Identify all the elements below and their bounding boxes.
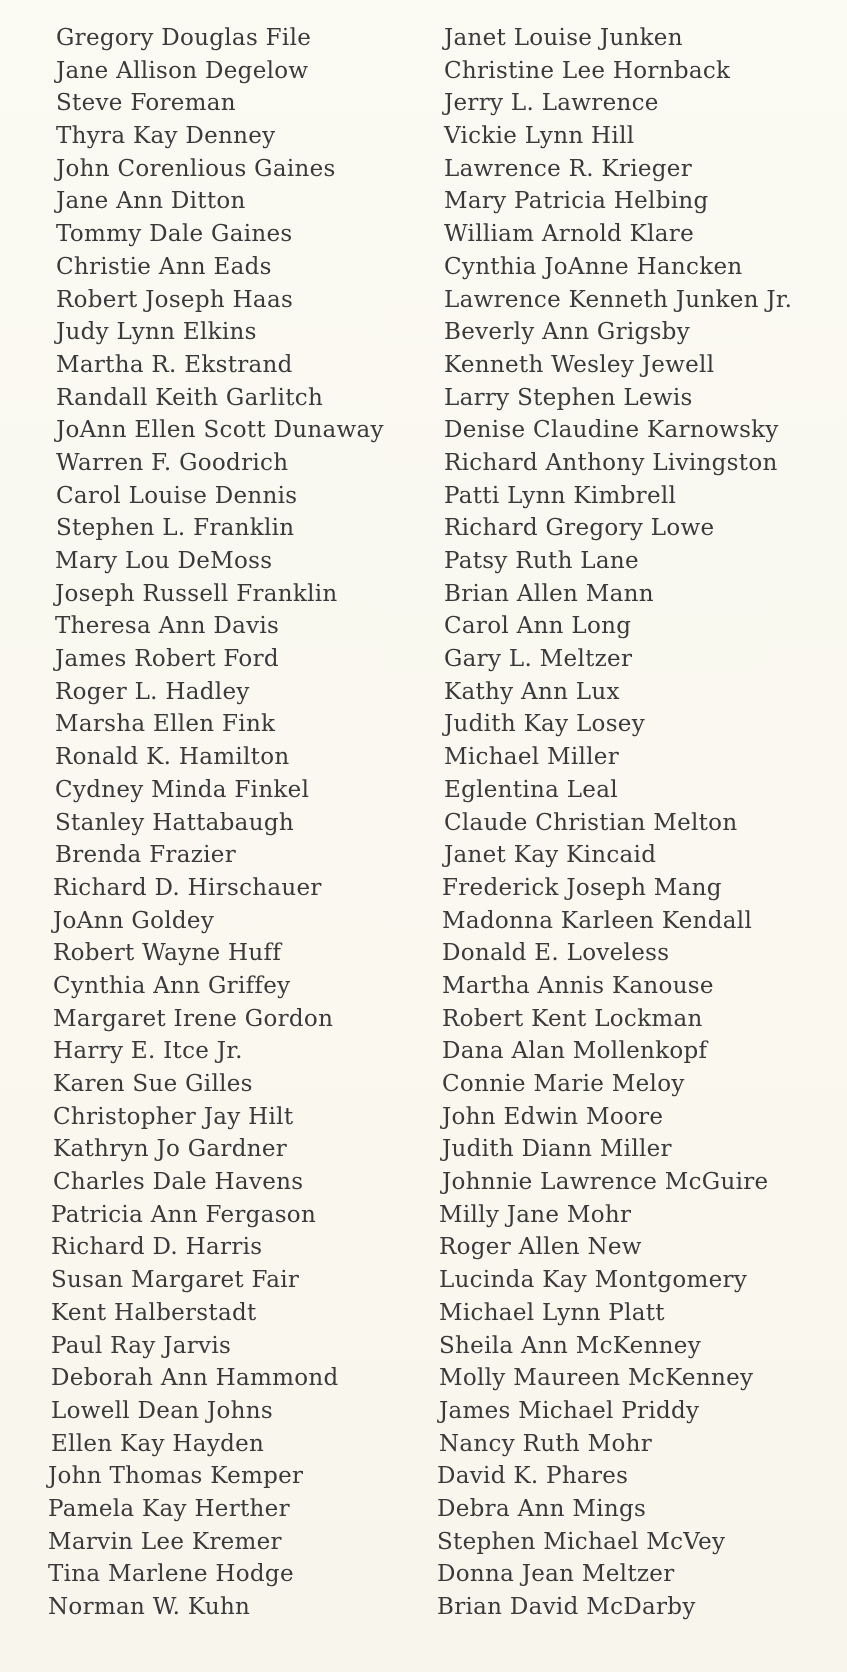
- name-entry: Steve Foreman: [56, 90, 236, 117]
- name-entry: Martha R. Ekstrand: [56, 351, 293, 378]
- names-column-right: [437, 22, 844, 1624]
- name-entry: Judith Kay Losey: [444, 711, 646, 738]
- name-entry: Christopher Jay Hilt: [53, 1103, 294, 1130]
- name-entry: Denise Claudine Karnowsky: [444, 417, 779, 444]
- name-entry: Richard D. Hirschauer: [53, 874, 322, 901]
- name-entry: Robert Kent Lockman: [442, 1005, 703, 1032]
- name-entry: Deborah Ann Hammond: [51, 1365, 339, 1392]
- name-entry: Nancy Ruth Mohr: [439, 1430, 653, 1457]
- name-entry: Richard Anthony Livingston: [444, 449, 778, 476]
- name-entry: John Thomas Kemper: [48, 1463, 304, 1490]
- name-entry: Marvin Lee Kremer: [48, 1528, 282, 1555]
- name-entry: Thyra Kay Denney: [56, 123, 276, 150]
- name-entry: Richard D. Harris: [51, 1234, 263, 1261]
- name-entry: Michael Lynn Platt: [439, 1299, 665, 1326]
- name-entry: Martha Annis Kanouse: [442, 972, 714, 999]
- name-entry: Ellen Kay Hayden: [51, 1430, 265, 1457]
- name-entry: Carol Ann Long: [444, 613, 632, 640]
- name-entry: Norman W. Kuhn: [48, 1594, 251, 1620]
- name-entry: Roger L. Hadley: [55, 678, 250, 705]
- name-entry: JoAnn Goldey: [53, 907, 215, 934]
- name-entry: Jane Allison Degelow: [56, 57, 309, 84]
- name-entry: Jane Ann Ditton: [56, 188, 246, 215]
- name-entry: Patti Lynn Kimbrell: [444, 482, 677, 509]
- name-entry: Margaret Irene Gordon: [53, 1005, 334, 1032]
- name-entry: Frederick Joseph Mang: [442, 874, 722, 901]
- name-entry: Judith Diann Miller: [442, 1136, 672, 1163]
- name-entry: Richard Gregory Lowe: [444, 515, 715, 542]
- name-entry: John Edwin Moore: [442, 1103, 664, 1130]
- name-entry: James Robert Ford: [55, 646, 279, 673]
- name-entry: Cynthia JoAnne Hancken: [444, 253, 743, 280]
- name-entry: Stephen Michael McVey: [437, 1528, 726, 1555]
- name-entry: Brenda Frazier: [55, 842, 237, 869]
- name-entry: Tommy Dale Gaines: [56, 221, 293, 248]
- name-entry: Joseph Russell Franklin: [55, 580, 338, 607]
- name-entry: Brian David McDarby: [437, 1594, 696, 1620]
- name-entry: Kent Halberstadt: [51, 1299, 257, 1326]
- name-entry: Susan Margaret Fair: [51, 1267, 300, 1294]
- name-entry: Michael Miller: [444, 744, 620, 771]
- name-entry: Warren F. Goodrich: [56, 449, 289, 476]
- name-entry: Janet Kay Kincaid: [444, 842, 657, 869]
- name-entry: Cynthia Ann Griffey: [53, 972, 291, 999]
- name-entry: Sheila Ann McKenney: [439, 1332, 702, 1359]
- name-entry: Lowell Dean Johns: [51, 1397, 273, 1424]
- name-entry: John Corenlious Gaines: [56, 155, 336, 182]
- name-entry: Donna Jean Meltzer: [437, 1561, 675, 1588]
- name-entry: Brian Allen Mann: [444, 580, 654, 607]
- name-entry: Kathryn Jo Gardner: [53, 1136, 288, 1163]
- name-entry: Lawrence R. Krieger: [444, 155, 693, 182]
- name-entry: Robert Wayne Huff: [53, 940, 282, 967]
- name-entry: Harry E. Itce Jr.: [53, 1038, 243, 1065]
- name-entry: Connie Marie Meloy: [442, 1071, 685, 1097]
- name-entry: Dana Alan Mollenkopf: [442, 1038, 708, 1065]
- name-entry: Jerry L. Lawrence: [444, 90, 659, 117]
- name-entry: Christie Ann Eads: [56, 253, 272, 280]
- names-column-left: [48, 22, 416, 1624]
- name-entry: Judy Lynn Elkins: [56, 319, 257, 346]
- name-entry: Debra Ann Mings: [437, 1495, 647, 1522]
- name-entry: William Arnold Klare: [444, 221, 695, 248]
- name-entry: Karen Sue Gilles: [53, 1071, 253, 1097]
- name-entry: Janet Louise Junken: [444, 25, 683, 51]
- name-entry: James Michael Priddy: [439, 1397, 700, 1424]
- name-entry: Marsha Ellen Fink: [55, 711, 276, 738]
- name-entry: Patsy Ruth Lane: [444, 548, 639, 574]
- name-entry: Gary L. Meltzer: [444, 646, 633, 673]
- name-entry: Robert Joseph Haas: [56, 286, 294, 313]
- name-entry: Ronald K. Hamilton: [55, 744, 290, 771]
- name-entry: Kenneth Wesley Jewell: [444, 351, 715, 378]
- name-entry: Randall Keith Garlitch: [56, 384, 324, 411]
- name-entry: Larry Stephen Lewis: [444, 384, 693, 411]
- name-entry: Kathy Ann Lux: [444, 678, 620, 705]
- name-entry: Theresa Ann Davis: [55, 613, 280, 640]
- name-entry: Stanley Hattabaugh: [55, 809, 294, 836]
- name-entry: Milly Jane Mohr: [439, 1201, 632, 1228]
- name-entry: Christine Lee Hornback: [444, 57, 731, 84]
- name-entry: Madonna Karleen Kendall: [442, 907, 753, 934]
- name-entry: Cydney Minda Finkel: [55, 776, 310, 803]
- name-entry: Roger Allen New: [439, 1234, 642, 1261]
- name-entry: Charles Dale Havens: [53, 1169, 304, 1196]
- name-entry: Stephen L. Franklin: [56, 515, 295, 542]
- name-entry: Lucinda Kay Montgomery: [439, 1267, 748, 1294]
- name-entry: Gregory Douglas File: [56, 25, 312, 51]
- name-entry: Beverly Ann Grigsby: [444, 319, 690, 346]
- name-entry: Johnnie Lawrence McGuire: [442, 1169, 769, 1196]
- name-entry: Pamela Kay Herther: [48, 1495, 290, 1522]
- name-entry: Vickie Lynn Hill: [444, 123, 635, 150]
- name-entry: Paul Ray Jarvis: [51, 1332, 232, 1359]
- name-entry: David K. Phares: [437, 1463, 629, 1490]
- name-entry: Donald E. Loveless: [442, 940, 670, 967]
- name-entry: Mary Patricia Helbing: [444, 188, 709, 215]
- name-entry: Patricia Ann Fergason: [51, 1201, 317, 1228]
- name-entry: Claude Christian Melton: [444, 809, 738, 836]
- name-entry: Eglentina Leal: [444, 776, 618, 803]
- name-entry: Molly Maureen McKenney: [439, 1365, 754, 1392]
- name-entry: JoAnn Ellen Scott Dunaway: [56, 417, 384, 444]
- name-entry: Carol Louise Dennis: [56, 482, 298, 509]
- name-entry: Mary Lou DeMoss: [55, 548, 273, 574]
- name-entry: Tina Marlene Hodge: [48, 1561, 294, 1588]
- name-entry: Lawrence Kenneth Junken Jr.: [444, 286, 793, 313]
